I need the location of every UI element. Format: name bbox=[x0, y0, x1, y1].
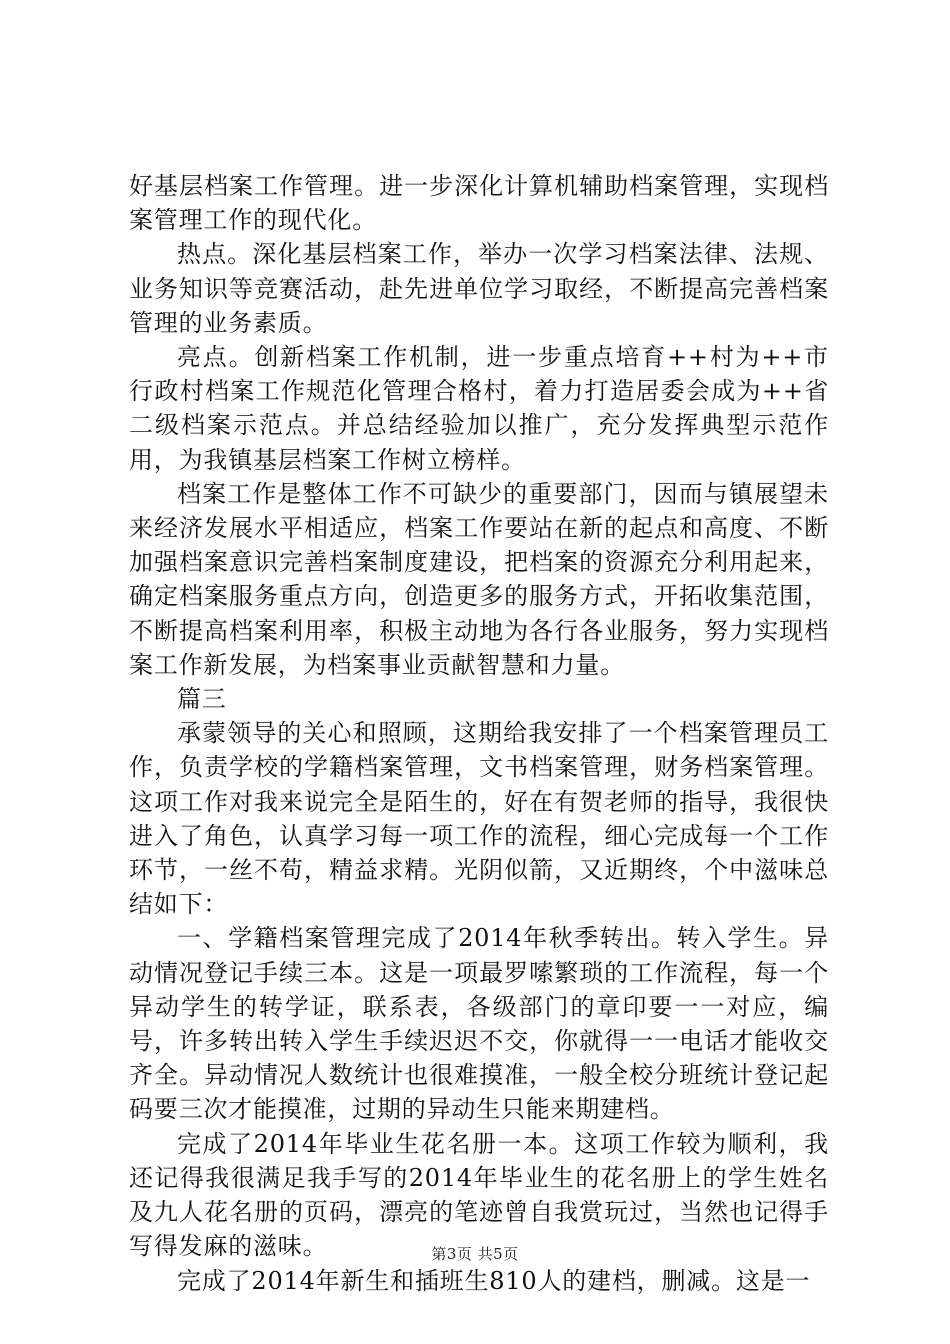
paragraph-highlight: 亮点。创新档案工作机制，进一步重点培育++村为++市行政村档案工作规范化管理合格村，着力打造居委会成为++省二级档案示范点。并总结经验加以推广，充分发挥典型示范作用，为我镇基层档案工作树立榜样。 bbox=[129, 343, 829, 474]
paragraph-archive-work: 档案工作是整体工作不可缺少的重要部门，因而与镇展望未来经济发展水平相适应，档案工作要站在新的起点和高度、不断加强档案意识完善档案制度建设，把档案的资源充分利用起来，确定档案服务重点方向，创造更多的服务方式，开拓收集范围，不断提高档案利用率，积极主动地为各行各业服务，努力实现档案工作新发展，为档案事业贡献智慧和力量。 bbox=[129, 479, 829, 679]
paragraph-graduate-roster: 完成了2014年毕业生花名册一本。这项工作较为顺利，我还记得我很满足我手写的2014年毕业生的花名册上的学生姓名及九人花名册的页码，漂亮的笔迹曾自我赏玩过，当然也记得手写得发麻的滋味。 bbox=[129, 1129, 829, 1261]
paragraph-hotspot: 热点。深化基层档案工作，举办一次学习档案法律、法规、业务知识等竞赛活动，赴先进单位学习取经，不断提高完善档案管理的业务素质。 bbox=[129, 240, 829, 337]
paragraph-new-students: 完成了2014年新生和插班生810人的建档，删减。这是一 bbox=[177, 1266, 811, 1295]
paragraph-intro: 承蒙领导的关心和照顾，这期给我安排了一个档案管理员工作，负责学校的学籍档案管理，文书档案管理，财务档案管理。这项工作对我来说完全是陌生的，好在有贺老师的指导，我很快进入了角色，认真学习每一项工作的流程，细心完成每一个工作环节，一丝不苟，精益求精。光阴似箭，又近期终，个中滋味总结如下： bbox=[129, 719, 829, 919]
paragraph-continuation: 好基层档案工作管理。进一步深化计算机辅助档案管理，实现档案管理工作的现代化。 bbox=[129, 172, 829, 235]
paragraph-student-records: 一、学籍档案管理完成了2014年秋季转出。转入学生。异动情况登记手续三本。这是一项最罗嗦繁琐的工作流程，每一个异动学生的转学证，联系表，各级部门的章印要一一对应，编号，许多转出转入学生手续迟迟不交，你就得一一电话才能收交齐全。异动情况人数统计也很难摸准，一般全校分班统计登记起码要三次才能摸准，过期的异动生只能来期建档。 bbox=[129, 924, 829, 1124]
page-number-footer: 第3页 共5页 bbox=[431, 1245, 519, 1263]
section-heading-part-three: 篇三 bbox=[177, 685, 227, 714]
document-body bbox=[129, 169, 829, 1298]
